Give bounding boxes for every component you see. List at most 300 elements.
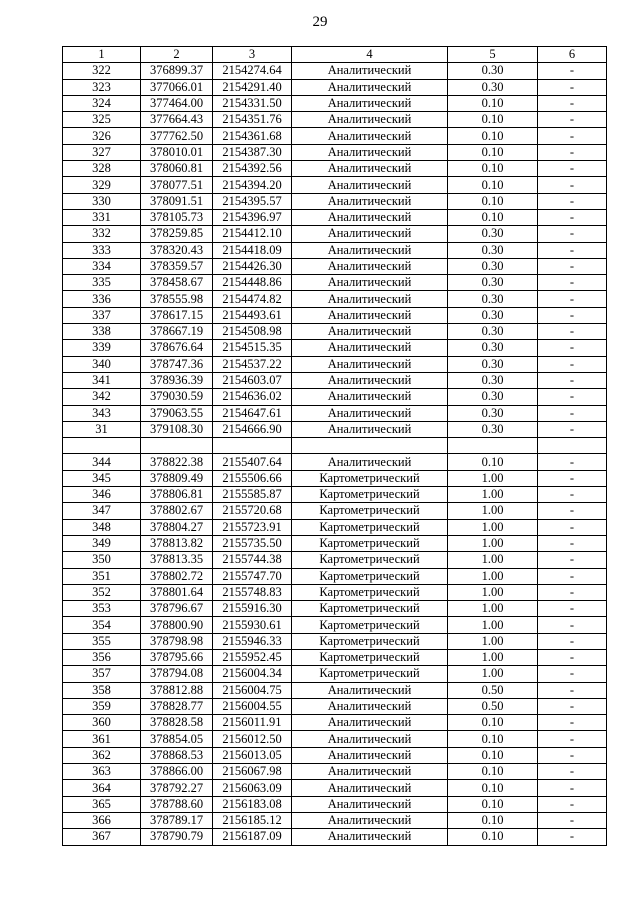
- table-row: [63, 95, 607, 111]
- table-row: [63, 275, 607, 291]
- x-coordinate-cell: 378804.27: [141, 519, 213, 535]
- y-coordinate-cell: 2156063.09: [213, 780, 292, 796]
- page-number: 29: [312, 14, 328, 30]
- table-row: [63, 193, 607, 209]
- x-coordinate-cell: 379108.30: [141, 421, 213, 437]
- note-cell: -: [538, 649, 607, 665]
- y-coordinate-cell: 2154351.76: [213, 112, 292, 128]
- y-coordinate-cell: 2154474.82: [213, 291, 292, 307]
- note-cell: -: [538, 503, 607, 519]
- method-cell: Аналитический: [292, 128, 448, 144]
- x-coordinate-cell: 378790.79: [141, 829, 213, 845]
- method-cell: Аналитический: [292, 258, 448, 274]
- point-number-cell: 363: [63, 764, 141, 780]
- accuracy-cell: 0.30: [448, 275, 538, 291]
- note-cell: -: [538, 389, 607, 405]
- accuracy-cell: 0.10: [448, 209, 538, 225]
- note-cell: -: [538, 535, 607, 551]
- note-cell: -: [538, 584, 607, 600]
- point-number-cell: 325: [63, 112, 141, 128]
- method-cell: Аналитический: [292, 324, 448, 340]
- table-row: [63, 258, 607, 274]
- point-number-cell: 333: [63, 242, 141, 258]
- y-coordinate-cell: 2155585.87: [213, 487, 292, 503]
- point-number-cell: 339: [63, 340, 141, 356]
- point-number-cell: 360: [63, 715, 141, 731]
- y-coordinate-cell: 2154603.07: [213, 372, 292, 388]
- x-coordinate-cell: 378676.64: [141, 340, 213, 356]
- x-coordinate-cell: 378259.85: [141, 226, 213, 242]
- accuracy-cell: 0.30: [448, 307, 538, 323]
- point-number-cell: 349: [63, 535, 141, 551]
- x-coordinate-cell: 378359.57: [141, 258, 213, 274]
- table-row: [63, 177, 607, 193]
- y-coordinate-cell: 2154274.64: [213, 63, 292, 79]
- x-coordinate-cell: 378320.43: [141, 242, 213, 258]
- x-coordinate-cell: 377762.50: [141, 128, 213, 144]
- point-number-cell: 367: [63, 829, 141, 845]
- y-coordinate-cell: 2154361.68: [213, 128, 292, 144]
- method-cell: Аналитический: [292, 421, 448, 437]
- accuracy-cell: 0.10: [448, 144, 538, 160]
- y-coordinate-cell: 2155930.61: [213, 617, 292, 633]
- table-row: [63, 698, 607, 714]
- point-number-cell: 342: [63, 389, 141, 405]
- method-cell: Картометрический: [292, 487, 448, 503]
- point-number-cell: 338: [63, 324, 141, 340]
- accuracy-cell: 0.30: [448, 242, 538, 258]
- note-cell: -: [538, 617, 607, 633]
- table-row: [63, 780, 607, 796]
- y-coordinate-cell: 2156183.08: [213, 796, 292, 812]
- accuracy-cell: 0.30: [448, 258, 538, 274]
- table-row: [63, 601, 607, 617]
- y-coordinate-cell: 2155735.50: [213, 535, 292, 551]
- note-cell: -: [538, 291, 607, 307]
- y-coordinate-cell: 2154537.22: [213, 356, 292, 372]
- table-row: [63, 356, 607, 372]
- point-number-cell: 337: [63, 307, 141, 323]
- y-coordinate-cell: 2155952.45: [213, 649, 292, 665]
- x-coordinate-cell: 378802.72: [141, 568, 213, 584]
- note-cell: -: [538, 633, 607, 649]
- table-row: [63, 764, 607, 780]
- accuracy-cell: 0.10: [448, 128, 538, 144]
- method-cell: Картометрический: [292, 633, 448, 649]
- point-number-cell: 331: [63, 209, 141, 225]
- accuracy-cell: 1.00: [448, 617, 538, 633]
- accuracy-cell: 0.10: [448, 780, 538, 796]
- method-cell: Картометрический: [292, 535, 448, 551]
- table-row: [63, 291, 607, 307]
- method-cell: Аналитический: [292, 307, 448, 323]
- method-cell: Картометрический: [292, 552, 448, 568]
- x-coordinate-cell: 378796.67: [141, 601, 213, 617]
- method-cell: Аналитический: [292, 209, 448, 225]
- note-cell: -: [538, 258, 607, 274]
- y-coordinate-cell: 2154666.90: [213, 421, 292, 437]
- method-cell: Аналитический: [292, 79, 448, 95]
- method-cell: Аналитический: [292, 275, 448, 291]
- x-coordinate-cell: 378091.51: [141, 193, 213, 209]
- table-row: [63, 389, 607, 405]
- point-number-cell: 362: [63, 747, 141, 763]
- note-cell: [538, 438, 607, 454]
- accuracy-cell: 0.30: [448, 389, 538, 405]
- x-coordinate-cell: 378812.88: [141, 682, 213, 698]
- point-number-cell: 350: [63, 552, 141, 568]
- note-cell: -: [538, 698, 607, 714]
- point-number-cell: 358: [63, 682, 141, 698]
- point-number-cell: 322: [63, 63, 141, 79]
- x-coordinate-cell: 378809.49: [141, 470, 213, 486]
- note-cell: -: [538, 601, 607, 617]
- y-coordinate-cell: 2154394.20: [213, 177, 292, 193]
- column-header-4: 4: [292, 47, 448, 63]
- x-coordinate-cell: 378798.98: [141, 633, 213, 649]
- table-row: [63, 438, 607, 454]
- method-cell: Аналитический: [292, 747, 448, 763]
- accuracy-cell: 1.00: [448, 470, 538, 486]
- method-cell: Аналитический: [292, 95, 448, 111]
- note-cell: -: [538, 324, 607, 340]
- note-cell: -: [538, 144, 607, 160]
- method-cell: Аналитический: [292, 812, 448, 828]
- point-number-cell: 355: [63, 633, 141, 649]
- x-coordinate-cell: 378105.73: [141, 209, 213, 225]
- point-number-cell: 364: [63, 780, 141, 796]
- y-coordinate-cell: 2154395.57: [213, 193, 292, 209]
- x-coordinate-cell: [141, 438, 213, 454]
- x-coordinate-cell: 378868.53: [141, 747, 213, 763]
- x-coordinate-cell: 377464.00: [141, 95, 213, 111]
- table-row: [63, 144, 607, 160]
- column-header-2: 2: [141, 47, 213, 63]
- note-cell: -: [538, 421, 607, 437]
- method-cell: Аналитический: [292, 144, 448, 160]
- x-coordinate-cell: 379030.59: [141, 389, 213, 405]
- accuracy-cell: 1.00: [448, 666, 538, 682]
- point-number-cell: 348: [63, 519, 141, 535]
- x-coordinate-cell: 378806.81: [141, 487, 213, 503]
- accuracy-cell: 0.10: [448, 95, 538, 111]
- x-coordinate-cell: 378828.58: [141, 715, 213, 731]
- y-coordinate-cell: 2154291.40: [213, 79, 292, 95]
- accuracy-cell: 0.30: [448, 63, 538, 79]
- method-cell: Картометрический: [292, 666, 448, 682]
- point-number-cell: 366: [63, 812, 141, 828]
- accuracy-cell: 0.30: [448, 405, 538, 421]
- table-row: [63, 209, 607, 225]
- table-row: [63, 242, 607, 258]
- accuracy-cell: 0.50: [448, 682, 538, 698]
- note-cell: -: [538, 128, 607, 144]
- method-cell: Аналитический: [292, 715, 448, 731]
- table-header-row: [63, 47, 607, 63]
- accuracy-cell: 0.10: [448, 747, 538, 763]
- note-cell: -: [538, 275, 607, 291]
- y-coordinate-cell: 2154515.35: [213, 340, 292, 356]
- note-cell: -: [538, 307, 607, 323]
- table-row: [63, 372, 607, 388]
- accuracy-cell: 0.10: [448, 177, 538, 193]
- table-row: [63, 307, 607, 323]
- y-coordinate-cell: 2155916.30: [213, 601, 292, 617]
- y-coordinate-cell: 2154448.86: [213, 275, 292, 291]
- method-cell: Аналитический: [292, 177, 448, 193]
- accuracy-cell: 0.10: [448, 796, 538, 812]
- method-cell: Аналитический: [292, 291, 448, 307]
- method-cell: Аналитический: [292, 405, 448, 421]
- x-coordinate-cell: 378801.64: [141, 584, 213, 600]
- method-cell: Аналитический: [292, 63, 448, 79]
- point-number-cell: 323: [63, 79, 141, 95]
- x-coordinate-cell: 378789.17: [141, 812, 213, 828]
- point-number-cell: 344: [63, 454, 141, 470]
- table-row: [63, 340, 607, 356]
- note-cell: -: [538, 552, 607, 568]
- y-coordinate-cell: 2154493.61: [213, 307, 292, 323]
- accuracy-cell: 0.10: [448, 112, 538, 128]
- point-number-cell: 324: [63, 95, 141, 111]
- method-cell: Аналитический: [292, 356, 448, 372]
- point-number-cell: 365: [63, 796, 141, 812]
- method-cell: [292, 438, 448, 454]
- method-cell: Аналитический: [292, 829, 448, 845]
- y-coordinate-cell: 2155723.91: [213, 519, 292, 535]
- method-cell: Аналитический: [292, 796, 448, 812]
- accuracy-cell: 0.10: [448, 764, 538, 780]
- y-coordinate-cell: 2154331.50: [213, 95, 292, 111]
- y-coordinate-cell: 2154647.61: [213, 405, 292, 421]
- accuracy-cell: 0.30: [448, 79, 538, 95]
- method-cell: Аналитический: [292, 698, 448, 714]
- point-number-cell: 359: [63, 698, 141, 714]
- accuracy-cell: 1.00: [448, 633, 538, 649]
- column-header-6: 6: [538, 47, 607, 63]
- note-cell: -: [538, 356, 607, 372]
- table-row: [63, 666, 607, 682]
- point-number-cell: 334: [63, 258, 141, 274]
- point-number-cell: [63, 438, 141, 454]
- accuracy-cell: 0.10: [448, 829, 538, 845]
- accuracy-cell: 0.10: [448, 161, 538, 177]
- accuracy-cell: 0.30: [448, 421, 538, 437]
- table-row: [63, 682, 607, 698]
- point-number-cell: 357: [63, 666, 141, 682]
- point-number-cell: 351: [63, 568, 141, 584]
- table-row: [63, 79, 607, 95]
- accuracy-cell: 1.00: [448, 568, 538, 584]
- table-row: [63, 454, 607, 470]
- y-coordinate-cell: 2154508.98: [213, 324, 292, 340]
- method-cell: Картометрический: [292, 503, 448, 519]
- x-coordinate-cell: 378822.38: [141, 454, 213, 470]
- accuracy-cell: 1.00: [448, 519, 538, 535]
- x-coordinate-cell: 378813.82: [141, 535, 213, 551]
- note-cell: -: [538, 372, 607, 388]
- point-number-cell: 328: [63, 161, 141, 177]
- x-coordinate-cell: 378458.67: [141, 275, 213, 291]
- point-number-cell: 343: [63, 405, 141, 421]
- point-number-cell: 347: [63, 503, 141, 519]
- point-number-cell: 341: [63, 372, 141, 388]
- y-coordinate-cell: 2156004.55: [213, 698, 292, 714]
- column-header-5: 5: [448, 47, 538, 63]
- table-row: [63, 421, 607, 437]
- x-coordinate-cell: 378747.36: [141, 356, 213, 372]
- method-cell: Аналитический: [292, 372, 448, 388]
- y-coordinate-cell: 2156004.34: [213, 666, 292, 682]
- y-coordinate-cell: 2155946.33: [213, 633, 292, 649]
- accuracy-cell: 1.00: [448, 503, 538, 519]
- x-coordinate-cell: 378792.27: [141, 780, 213, 796]
- x-coordinate-cell: 378795.66: [141, 649, 213, 665]
- note-cell: -: [538, 112, 607, 128]
- x-coordinate-cell: 378854.05: [141, 731, 213, 747]
- note-cell: -: [538, 454, 607, 470]
- point-number-cell: 352: [63, 584, 141, 600]
- note-cell: -: [538, 79, 607, 95]
- x-coordinate-cell: 378788.60: [141, 796, 213, 812]
- y-coordinate-cell: 2154412.10: [213, 226, 292, 242]
- note-cell: -: [538, 470, 607, 486]
- method-cell: Аналитический: [292, 340, 448, 356]
- note-cell: -: [538, 715, 607, 731]
- y-coordinate-cell: 2154387.30: [213, 144, 292, 160]
- method-cell: Аналитический: [292, 161, 448, 177]
- note-cell: -: [538, 666, 607, 682]
- table-row: [63, 487, 607, 503]
- point-number-cell: 330: [63, 193, 141, 209]
- table-row: [63, 324, 607, 340]
- x-coordinate-cell: 378794.08: [141, 666, 213, 682]
- point-number-cell: 336: [63, 291, 141, 307]
- y-coordinate-cell: 2156004.75: [213, 682, 292, 698]
- table-row: [63, 405, 607, 421]
- accuracy-cell: 1.00: [448, 584, 538, 600]
- y-coordinate-cell: [213, 438, 292, 454]
- accuracy-cell: 0.10: [448, 812, 538, 828]
- point-number-cell: 361: [63, 731, 141, 747]
- x-coordinate-cell: 376899.37: [141, 63, 213, 79]
- method-cell: Картометрический: [292, 519, 448, 535]
- accuracy-cell: 1.00: [448, 535, 538, 551]
- accuracy-cell: 0.30: [448, 226, 538, 242]
- x-coordinate-cell: 378617.15: [141, 307, 213, 323]
- method-cell: Аналитический: [292, 226, 448, 242]
- y-coordinate-cell: 2155747.70: [213, 568, 292, 584]
- point-number-cell: 353: [63, 601, 141, 617]
- accuracy-cell: 0.10: [448, 731, 538, 747]
- x-coordinate-cell: 378800.90: [141, 617, 213, 633]
- note-cell: -: [538, 226, 607, 242]
- method-cell: Картометрический: [292, 470, 448, 486]
- table-row: [63, 552, 607, 568]
- table-row: [63, 829, 607, 845]
- method-cell: Аналитический: [292, 682, 448, 698]
- accuracy-cell: 0.10: [448, 193, 538, 209]
- note-cell: -: [538, 161, 607, 177]
- x-coordinate-cell: 378828.77: [141, 698, 213, 714]
- table-row: [63, 747, 607, 763]
- y-coordinate-cell: 2154418.09: [213, 242, 292, 258]
- accuracy-cell: 0.30: [448, 340, 538, 356]
- y-coordinate-cell: 2156067.98: [213, 764, 292, 780]
- y-coordinate-cell: 2156185.12: [213, 812, 292, 828]
- table-row: [63, 503, 607, 519]
- x-coordinate-cell: 378010.01: [141, 144, 213, 160]
- accuracy-cell: 0.50: [448, 698, 538, 714]
- point-number-cell: 335: [63, 275, 141, 291]
- point-number-cell: 346: [63, 487, 141, 503]
- y-coordinate-cell: 2155744.38: [213, 552, 292, 568]
- table-row: [63, 128, 607, 144]
- note-cell: -: [538, 519, 607, 535]
- method-cell: Аналитический: [292, 731, 448, 747]
- note-cell: -: [538, 193, 607, 209]
- note-cell: -: [538, 405, 607, 421]
- table-row: [63, 633, 607, 649]
- column-header-1: 1: [63, 47, 141, 63]
- method-cell: Аналитический: [292, 389, 448, 405]
- accuracy-cell: 1.00: [448, 552, 538, 568]
- method-cell: Аналитический: [292, 764, 448, 780]
- y-coordinate-cell: 2155748.83: [213, 584, 292, 600]
- accuracy-cell: 0.10: [448, 454, 538, 470]
- method-cell: Аналитический: [292, 242, 448, 258]
- y-coordinate-cell: 2156012.50: [213, 731, 292, 747]
- accuracy-cell: 0.10: [448, 715, 538, 731]
- coordinates-table: [62, 46, 607, 846]
- note-cell: -: [538, 731, 607, 747]
- point-number-cell: 31: [63, 421, 141, 437]
- x-coordinate-cell: 378936.39: [141, 372, 213, 388]
- point-number-cell: 327: [63, 144, 141, 160]
- method-cell: Аналитический: [292, 112, 448, 128]
- y-coordinate-cell: 2154392.56: [213, 161, 292, 177]
- note-cell: -: [538, 764, 607, 780]
- point-number-cell: 345: [63, 470, 141, 486]
- accuracy-cell: 1.00: [448, 487, 538, 503]
- note-cell: -: [538, 487, 607, 503]
- note-cell: -: [538, 796, 607, 812]
- method-cell: Картометрический: [292, 601, 448, 617]
- method-cell: Аналитический: [292, 454, 448, 470]
- y-coordinate-cell: 2154396.97: [213, 209, 292, 225]
- table-row: [63, 112, 607, 128]
- note-cell: -: [538, 829, 607, 845]
- point-number-cell: 354: [63, 617, 141, 633]
- y-coordinate-cell: 2156013.05: [213, 747, 292, 763]
- accuracy-cell: 0.30: [448, 356, 538, 372]
- accuracy-cell: 0.30: [448, 291, 538, 307]
- point-number-cell: 326: [63, 128, 141, 144]
- y-coordinate-cell: 2154636.02: [213, 389, 292, 405]
- note-cell: -: [538, 780, 607, 796]
- note-cell: -: [538, 747, 607, 763]
- point-number-cell: 356: [63, 649, 141, 665]
- x-coordinate-cell: 377664.43: [141, 112, 213, 128]
- accuracy-cell: [448, 438, 538, 454]
- table-row: [63, 535, 607, 551]
- method-cell: Картометрический: [292, 568, 448, 584]
- x-coordinate-cell: 378555.98: [141, 291, 213, 307]
- table-row: [63, 470, 607, 486]
- table-row: [63, 649, 607, 665]
- point-number-cell: 340: [63, 356, 141, 372]
- y-coordinate-cell: 2156187.09: [213, 829, 292, 845]
